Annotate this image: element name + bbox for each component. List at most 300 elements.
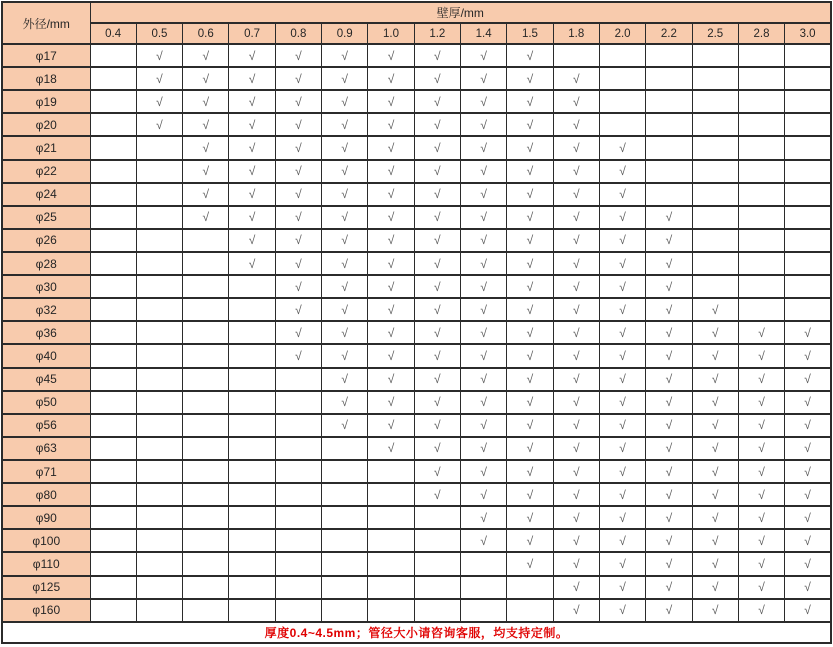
empty-cell (322, 437, 368, 460)
diameter-label: φ22 (2, 160, 90, 183)
empty-cell (275, 391, 321, 414)
availability-check-cell: √ (738, 483, 784, 506)
availability-check-cell: √ (322, 368, 368, 391)
table-row (2, 599, 831, 622)
empty-cell (183, 391, 229, 414)
availability-check-cell: √ (507, 298, 553, 321)
table-row (2, 552, 831, 575)
empty-cell (507, 576, 553, 599)
availability-check-cell: √ (322, 90, 368, 113)
empty-cell (461, 576, 507, 599)
availability-check-cell: √ (599, 391, 645, 414)
empty-cell (785, 298, 831, 321)
empty-cell (368, 483, 414, 506)
availability-check-cell: √ (507, 252, 553, 275)
availability-check-cell: √ (461, 252, 507, 275)
availability-check-cell: √ (183, 160, 229, 183)
availability-check-cell: √ (553, 368, 599, 391)
availability-check-cell: √ (322, 229, 368, 252)
table-row (2, 483, 831, 506)
table-row (2, 229, 831, 252)
availability-check-cell: √ (553, 483, 599, 506)
empty-cell (553, 44, 599, 67)
empty-cell (646, 113, 692, 136)
availability-check-cell: √ (507, 552, 553, 575)
empty-cell (275, 460, 321, 483)
empty-cell (229, 599, 275, 622)
diameter-label: φ24 (2, 183, 90, 206)
empty-cell (229, 552, 275, 575)
availability-check-cell: √ (738, 344, 784, 367)
availability-check-cell: √ (785, 599, 831, 622)
empty-cell (322, 483, 368, 506)
table-row (2, 90, 831, 113)
empty-cell (183, 321, 229, 344)
group-header-row (2, 2, 831, 23)
availability-check-cell: √ (229, 183, 275, 206)
table-row (2, 113, 831, 136)
availability-check-cell: √ (229, 206, 275, 229)
availability-check-cell: √ (275, 206, 321, 229)
availability-check-cell: √ (368, 113, 414, 136)
empty-cell (183, 414, 229, 437)
empty-cell (183, 506, 229, 529)
availability-check-cell: √ (553, 506, 599, 529)
empty-cell (183, 460, 229, 483)
diameter-label: φ36 (2, 321, 90, 344)
empty-cell (90, 136, 136, 159)
empty-cell (183, 552, 229, 575)
diameter-label: φ20 (2, 113, 90, 136)
availability-check-cell: √ (785, 414, 831, 437)
availability-check-cell: √ (368, 136, 414, 159)
thickness-col-header: 0.4 (90, 23, 136, 44)
availability-check-cell: √ (646, 206, 692, 229)
availability-check-cell: √ (368, 414, 414, 437)
empty-cell (692, 136, 738, 159)
availability-check-cell: √ (368, 321, 414, 344)
availability-check-cell: √ (599, 506, 645, 529)
availability-check-cell: √ (461, 483, 507, 506)
availability-check-cell: √ (414, 229, 460, 252)
availability-check-cell: √ (507, 90, 553, 113)
availability-check-cell: √ (414, 67, 460, 90)
table-row (2, 576, 831, 599)
availability-check-cell: √ (461, 275, 507, 298)
availability-check-cell: √ (692, 344, 738, 367)
availability-check-cell: √ (599, 529, 645, 552)
availability-check-cell: √ (785, 483, 831, 506)
empty-cell (90, 229, 136, 252)
empty-cell (646, 136, 692, 159)
empty-cell (322, 506, 368, 529)
empty-cell (785, 90, 831, 113)
availability-check-cell: √ (229, 136, 275, 159)
availability-check-cell: √ (275, 113, 321, 136)
empty-cell (90, 437, 136, 460)
table-row (2, 67, 831, 90)
thickness-values-row (2, 23, 831, 44)
thickness-col-header: 0.8 (275, 23, 321, 44)
availability-check-cell: √ (368, 368, 414, 391)
availability-check-cell: √ (229, 67, 275, 90)
availability-check-cell: √ (507, 113, 553, 136)
empty-cell (785, 229, 831, 252)
availability-check-cell: √ (785, 576, 831, 599)
availability-check-cell: √ (229, 90, 275, 113)
availability-check-cell: √ (275, 321, 321, 344)
empty-cell (461, 599, 507, 622)
diameter-label: φ25 (2, 206, 90, 229)
diameter-label: φ18 (2, 67, 90, 90)
availability-check-cell: √ (461, 437, 507, 460)
availability-check-cell: √ (461, 529, 507, 552)
empty-cell (507, 599, 553, 622)
availability-check-cell: √ (507, 506, 553, 529)
availability-check-cell: √ (275, 298, 321, 321)
availability-check-cell: √ (785, 437, 831, 460)
empty-cell (90, 414, 136, 437)
availability-check-cell: √ (275, 160, 321, 183)
availability-check-cell: √ (692, 321, 738, 344)
availability-check-cell: √ (275, 136, 321, 159)
empty-cell (275, 414, 321, 437)
availability-check-cell: √ (414, 483, 460, 506)
availability-check-cell: √ (414, 391, 460, 414)
empty-cell (90, 321, 136, 344)
empty-cell (785, 206, 831, 229)
availability-check-cell: √ (646, 552, 692, 575)
availability-check-cell: √ (553, 391, 599, 414)
empty-cell (322, 529, 368, 552)
availability-check-cell: √ (692, 298, 738, 321)
diameter-label: φ56 (2, 414, 90, 437)
empty-cell (90, 599, 136, 622)
availability-check-cell: √ (553, 183, 599, 206)
availability-check-cell: √ (646, 321, 692, 344)
empty-cell (599, 67, 645, 90)
availability-check-cell: √ (414, 44, 460, 67)
availability-check-cell: √ (507, 275, 553, 298)
availability-check-cell: √ (785, 321, 831, 344)
availability-check-cell: √ (414, 414, 460, 437)
availability-check-cell: √ (738, 321, 784, 344)
availability-check-cell: √ (507, 529, 553, 552)
empty-cell (738, 298, 784, 321)
availability-check-cell: √ (599, 252, 645, 275)
thickness-col-header: 1.2 (414, 23, 460, 44)
empty-cell (785, 160, 831, 183)
diameter-label: φ80 (2, 483, 90, 506)
availability-check-cell: √ (646, 506, 692, 529)
empty-cell (646, 160, 692, 183)
availability-check-cell: √ (183, 67, 229, 90)
availability-check-cell: √ (738, 506, 784, 529)
diameter-label: φ50 (2, 391, 90, 414)
outer-diameter-header: 外径/mm (2, 2, 90, 44)
empty-cell (183, 529, 229, 552)
availability-check-cell: √ (229, 113, 275, 136)
availability-check-cell: √ (785, 391, 831, 414)
availability-check-cell: √ (183, 183, 229, 206)
table-row (2, 252, 831, 275)
empty-cell (136, 229, 182, 252)
availability-check-cell: √ (275, 275, 321, 298)
empty-cell (368, 506, 414, 529)
diameter-label: φ21 (2, 136, 90, 159)
availability-check-cell: √ (646, 252, 692, 275)
availability-check-cell: √ (461, 321, 507, 344)
availability-check-cell: √ (229, 44, 275, 67)
thickness-col-header: 1.4 (461, 23, 507, 44)
availability-check-cell: √ (553, 437, 599, 460)
availability-check-cell: √ (785, 529, 831, 552)
empty-cell (414, 599, 460, 622)
empty-cell (136, 252, 182, 275)
diameter-label: φ71 (2, 460, 90, 483)
empty-cell (692, 160, 738, 183)
availability-check-cell: √ (414, 368, 460, 391)
availability-check-cell: √ (553, 252, 599, 275)
availability-check-cell: √ (368, 275, 414, 298)
availability-check-cell: √ (553, 414, 599, 437)
availability-check-cell: √ (646, 529, 692, 552)
availability-check-cell: √ (414, 252, 460, 275)
availability-check-cell: √ (368, 206, 414, 229)
empty-cell (738, 252, 784, 275)
empty-cell (414, 576, 460, 599)
empty-cell (183, 298, 229, 321)
availability-check-cell: √ (368, 160, 414, 183)
availability-check-cell: √ (646, 368, 692, 391)
empty-cell (136, 183, 182, 206)
availability-check-cell: √ (646, 275, 692, 298)
diameter-label: φ160 (2, 599, 90, 622)
empty-cell (229, 414, 275, 437)
thickness-col-header: 0.9 (322, 23, 368, 44)
availability-check-cell: √ (461, 206, 507, 229)
availability-check-cell: √ (553, 321, 599, 344)
empty-cell (90, 90, 136, 113)
table-row (2, 460, 831, 483)
availability-check-cell: √ (414, 136, 460, 159)
empty-cell (183, 275, 229, 298)
empty-cell (90, 576, 136, 599)
availability-check-cell: √ (507, 321, 553, 344)
availability-check-cell: √ (553, 275, 599, 298)
empty-cell (275, 506, 321, 529)
availability-check-cell: √ (599, 368, 645, 391)
empty-cell (90, 552, 136, 575)
availability-check-cell: √ (461, 460, 507, 483)
availability-check-cell: √ (553, 529, 599, 552)
availability-check-cell: √ (738, 460, 784, 483)
empty-cell (599, 113, 645, 136)
table-row (2, 321, 831, 344)
empty-cell (275, 483, 321, 506)
table-row (2, 368, 831, 391)
table-row (2, 136, 831, 159)
empty-cell (136, 391, 182, 414)
thickness-col-header: 2.2 (646, 23, 692, 44)
empty-cell (646, 183, 692, 206)
empty-cell (136, 298, 182, 321)
pipe-spec-table (1, 1, 832, 644)
availability-check-cell: √ (599, 183, 645, 206)
empty-cell (229, 368, 275, 391)
availability-check-cell: √ (599, 552, 645, 575)
thickness-col-header: 1.0 (368, 23, 414, 44)
empty-cell (275, 437, 321, 460)
availability-check-cell: √ (322, 67, 368, 90)
availability-check-cell: √ (461, 391, 507, 414)
availability-check-cell: √ (599, 160, 645, 183)
empty-cell (183, 229, 229, 252)
empty-cell (136, 576, 182, 599)
empty-cell (414, 552, 460, 575)
availability-check-cell: √ (414, 206, 460, 229)
availability-check-cell: √ (461, 506, 507, 529)
empty-cell (368, 599, 414, 622)
empty-cell (90, 44, 136, 67)
table-row (2, 160, 831, 183)
availability-check-cell: √ (692, 391, 738, 414)
empty-cell (368, 460, 414, 483)
availability-check-cell: √ (322, 183, 368, 206)
availability-check-cell: √ (785, 552, 831, 575)
availability-check-cell: √ (368, 437, 414, 460)
empty-cell (136, 552, 182, 575)
empty-cell (692, 229, 738, 252)
availability-check-cell: √ (414, 321, 460, 344)
availability-check-cell: √ (414, 90, 460, 113)
availability-check-cell: √ (275, 252, 321, 275)
availability-check-cell: √ (738, 576, 784, 599)
empty-cell (692, 67, 738, 90)
table-row (2, 506, 831, 529)
availability-check-cell: √ (646, 599, 692, 622)
empty-cell (183, 599, 229, 622)
empty-cell (322, 460, 368, 483)
availability-check-cell: √ (646, 344, 692, 367)
availability-check-cell: √ (414, 437, 460, 460)
empty-cell (414, 529, 460, 552)
availability-check-cell: √ (414, 344, 460, 367)
availability-check-cell: √ (368, 298, 414, 321)
empty-cell (229, 275, 275, 298)
empty-cell (136, 437, 182, 460)
availability-check-cell: √ (692, 506, 738, 529)
table-row (2, 344, 831, 367)
availability-check-cell: √ (646, 576, 692, 599)
availability-check-cell: √ (368, 344, 414, 367)
empty-cell (692, 183, 738, 206)
empty-cell (692, 113, 738, 136)
empty-cell (368, 552, 414, 575)
availability-check-cell: √ (692, 552, 738, 575)
availability-check-cell: √ (553, 298, 599, 321)
empty-cell (738, 67, 784, 90)
empty-cell (322, 599, 368, 622)
empty-cell (692, 275, 738, 298)
availability-check-cell: √ (183, 206, 229, 229)
table-row (2, 44, 831, 67)
empty-cell (229, 344, 275, 367)
availability-check-cell: √ (553, 90, 599, 113)
thickness-col-header: 2.0 (599, 23, 645, 44)
diameter-label: φ19 (2, 90, 90, 113)
availability-check-cell: √ (136, 90, 182, 113)
empty-cell (90, 483, 136, 506)
availability-check-cell: √ (692, 437, 738, 460)
empty-cell (275, 576, 321, 599)
availability-check-cell: √ (322, 44, 368, 67)
availability-check-cell: √ (599, 275, 645, 298)
availability-check-cell: √ (136, 113, 182, 136)
empty-cell (90, 67, 136, 90)
empty-cell (90, 206, 136, 229)
availability-check-cell: √ (368, 67, 414, 90)
availability-check-cell: √ (599, 437, 645, 460)
table-row (2, 391, 831, 414)
empty-cell (599, 90, 645, 113)
empty-cell (136, 368, 182, 391)
empty-cell (322, 576, 368, 599)
thickness-col-header: 3.0 (785, 23, 831, 44)
empty-cell (136, 275, 182, 298)
wall-thickness-header: 壁厚/mm (90, 2, 831, 23)
availability-check-cell: √ (646, 229, 692, 252)
empty-cell (136, 460, 182, 483)
availability-check-cell: √ (275, 229, 321, 252)
availability-check-cell: √ (229, 160, 275, 183)
empty-cell (90, 298, 136, 321)
availability-check-cell: √ (553, 160, 599, 183)
empty-cell (90, 506, 136, 529)
availability-check-cell: √ (646, 483, 692, 506)
diameter-label: φ26 (2, 229, 90, 252)
thickness-col-header: 2.8 (738, 23, 784, 44)
availability-check-cell: √ (785, 460, 831, 483)
availability-check-cell: √ (646, 437, 692, 460)
availability-check-cell: √ (599, 414, 645, 437)
availability-check-cell: √ (461, 344, 507, 367)
empty-cell (90, 113, 136, 136)
availability-check-cell: √ (553, 206, 599, 229)
footer-row (2, 622, 831, 643)
availability-check-cell: √ (553, 576, 599, 599)
empty-cell (785, 136, 831, 159)
thickness-col-header: 0.6 (183, 23, 229, 44)
empty-cell (136, 506, 182, 529)
empty-cell (785, 113, 831, 136)
availability-check-cell: √ (599, 136, 645, 159)
empty-cell (368, 576, 414, 599)
thickness-col-header: 0.7 (229, 23, 275, 44)
availability-check-cell: √ (738, 552, 784, 575)
diameter-label: φ100 (2, 529, 90, 552)
empty-cell (785, 44, 831, 67)
thickness-col-header: 1.8 (553, 23, 599, 44)
empty-cell (90, 460, 136, 483)
availability-check-cell: √ (507, 460, 553, 483)
empty-cell (461, 552, 507, 575)
availability-check-cell: √ (507, 44, 553, 67)
availability-check-cell: √ (461, 298, 507, 321)
empty-cell (183, 344, 229, 367)
availability-check-cell: √ (738, 414, 784, 437)
diameter-label: φ90 (2, 506, 90, 529)
